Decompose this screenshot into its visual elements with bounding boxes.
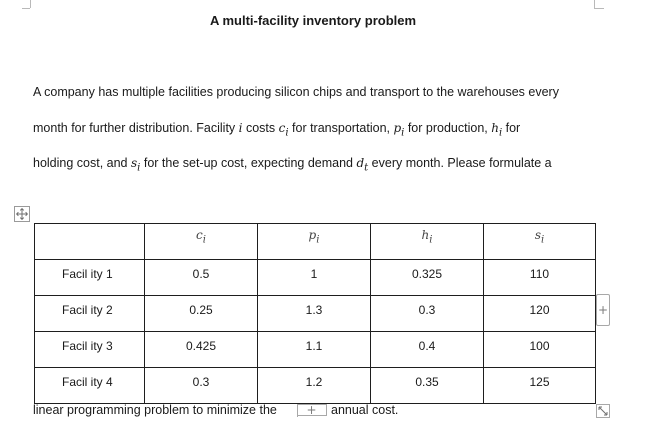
table-header-h[interactable]: $h_i$ <box>371 224 484 260</box>
paragraph-text: costs <box>242 121 279 135</box>
paragraph-text: for transportation, <box>288 121 394 135</box>
table-move-handle[interactable] <box>14 206 30 222</box>
paragraph-text: for production, <box>404 121 492 135</box>
table-cell-s[interactable]: 120 <box>484 296 596 332</box>
paragraph-text: for <box>502 121 521 135</box>
plus-icon: + <box>597 303 609 317</box>
table-cell-c[interactable]: 0.3 <box>145 368 258 404</box>
table-cell-p[interactable]: 1.2 <box>258 368 371 404</box>
table-cell-label[interactable]: Facil ity 2 <box>35 296 145 332</box>
table-cell-h[interactable]: 0.35 <box>371 368 484 404</box>
table-header-p[interactable]: $p_i$ <box>258 224 371 260</box>
table-cell-s[interactable]: 100 <box>484 332 596 368</box>
table-header-cell-empty[interactable] <box>35 224 145 260</box>
document-title: A multi-facility inventory problem <box>209 13 417 28</box>
insert-row-indicator <box>297 405 298 417</box>
table-row <box>35 368 596 404</box>
table-cell-p[interactable]: 1.1 <box>258 332 371 368</box>
table-resize-handle[interactable] <box>596 404 610 418</box>
paragraph-text: month for further distribution. Facility <box>33 121 239 135</box>
paragraph-line-2 <box>33 121 520 138</box>
move-handle-icon <box>16 208 28 220</box>
table-cell-s[interactable]: 110 <box>484 260 596 296</box>
table-cell-p[interactable]: 1 <box>258 260 371 296</box>
table-cell-s[interactable]: 125 <box>484 368 596 404</box>
facility-cost-table <box>34 223 596 404</box>
table-cell-label[interactable]: Facil ity 1 <box>35 260 145 296</box>
math-var: $h_i$ <box>491 121 503 139</box>
table-row <box>35 260 596 296</box>
paragraph-text: annual cost. <box>331 403 399 417</box>
resize-handle-icon <box>598 406 608 416</box>
math-var: $p_i$ <box>393 121 405 139</box>
page-corner-mark-right <box>594 0 595 8</box>
table-cell-p[interactable]: 1.3 <box>258 296 371 332</box>
insert-column-button[interactable] <box>596 294 610 326</box>
table-header-c[interactable]: $c_i$ <box>145 224 258 260</box>
plus-icon: + <box>306 403 317 417</box>
table-header-row <box>35 224 596 260</box>
table-cell-c[interactable]: 0.5 <box>145 260 258 296</box>
insert-row-button[interactable] <box>297 404 327 416</box>
table-cell-c[interactable]: 0.25 <box>145 296 258 332</box>
paragraph-text: holding cost, and <box>33 156 131 170</box>
paragraph-text: linear programming problem to minimize the <box>33 403 277 417</box>
math-var: $d_t$ <box>356 156 369 174</box>
paragraph-after-table <box>33 403 399 417</box>
paragraph-text: A company has multiple facilities producing silicon chips and transport to the warehouses every <box>33 85 559 99</box>
paragraph-line-3 <box>33 156 552 173</box>
math-var: $c_i$ <box>278 121 289 139</box>
page-corner-mark-left <box>30 0 31 8</box>
table-cell-h[interactable]: 0.3 <box>371 296 484 332</box>
table-row <box>35 332 596 368</box>
table-cell-label[interactable]: Facil ity 4 <box>35 368 145 404</box>
paragraph-text: for the set-up cost, expecting demand <box>140 156 357 170</box>
table-header-s[interactable]: $s_i$ <box>484 224 596 260</box>
table-cell-h[interactable]: 0.4 <box>371 332 484 368</box>
page-corner-mark-right-h <box>594 8 604 9</box>
paragraph-text: every month. Please formulate a <box>368 156 552 170</box>
table-cell-h[interactable]: 0.325 <box>371 260 484 296</box>
math-var: i <box>238 121 243 135</box>
paragraph-line-1 <box>33 85 559 99</box>
table-row <box>35 296 596 332</box>
math-var: $s_i$ <box>131 156 141 174</box>
page-corner-mark-left-h <box>22 8 30 9</box>
table-cell-c[interactable]: 0.425 <box>145 332 258 368</box>
table-cell-label[interactable]: Facil ity 3 <box>35 332 145 368</box>
